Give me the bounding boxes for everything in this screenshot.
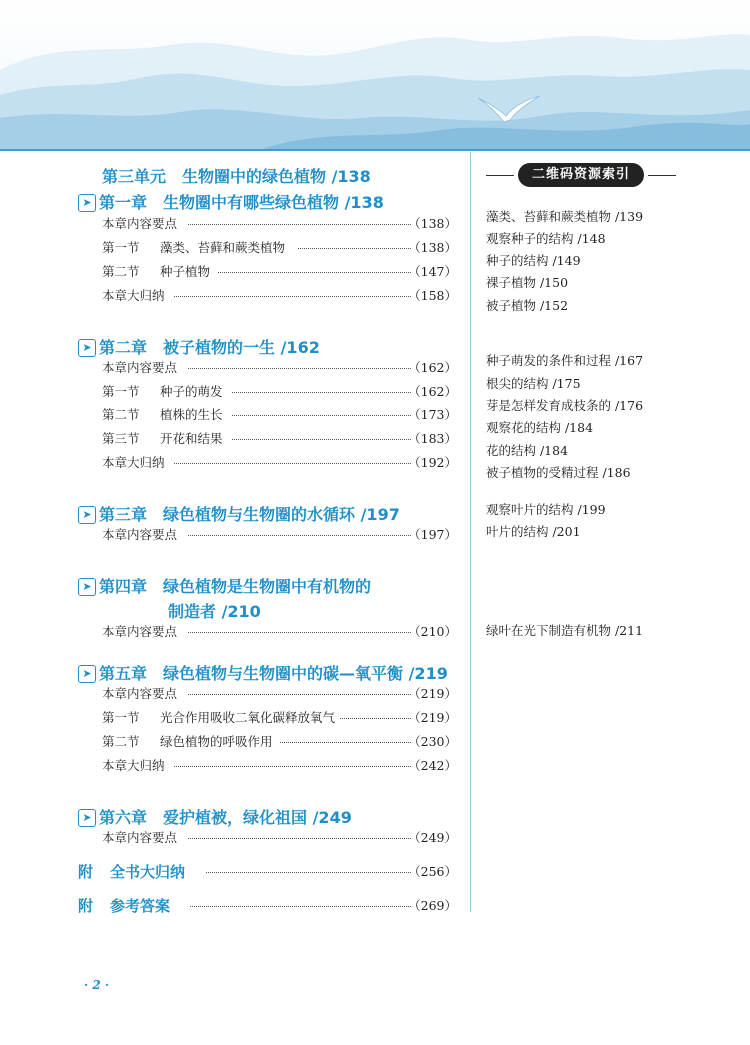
row-page: （183）	[408, 431, 457, 446]
row-page: （158）	[408, 288, 457, 303]
chapter-label: 第六章	[99, 808, 148, 827]
chapter-title: 绿色植物与生物圈中的碳—氧平衡 /219	[163, 664, 448, 683]
qr-resource-link[interactable]: 种子的结构 /149	[486, 253, 581, 268]
leader-dots	[174, 296, 411, 297]
qr-resource-link[interactable]: 被子植物 /152	[486, 298, 569, 313]
row-label: 本章内容要点	[102, 830, 178, 845]
row-page: （230）	[408, 734, 457, 749]
chapter-heading[interactable]	[78, 661, 448, 684]
row-page: （162）	[408, 384, 457, 399]
arrow-icon: ➤	[78, 339, 96, 357]
leader-dots	[232, 392, 411, 393]
qr-resource-link[interactable]: 绿叶在光下制造有机物 /211	[486, 623, 644, 638]
toc-row[interactable]	[102, 755, 457, 777]
qr-index-title: 二维码资源索引	[518, 163, 644, 187]
row-label: 本章内容要点	[102, 686, 178, 701]
appendix-page: （256）	[408, 864, 457, 879]
chapter-label: 第二章	[99, 338, 148, 357]
toc-row[interactable]	[102, 237, 457, 259]
row-subtitle: 绿色植物的呼吸作用	[160, 734, 273, 749]
leader-dots	[188, 535, 411, 536]
toc-row[interactable]	[102, 285, 457, 307]
row-page: （219）	[408, 686, 457, 701]
appendix-name: 全书大归纳	[110, 863, 186, 881]
chapter-heading[interactable]	[78, 190, 384, 213]
qr-resource-link[interactable]: 观察种子的结构 /148	[486, 231, 606, 246]
row-subtitle: 种子植物	[160, 264, 211, 279]
toc-row[interactable]	[102, 381, 457, 403]
chapter-title: 爱护植被，绿化祖国 /249	[163, 808, 352, 827]
chapter-heading[interactable]	[78, 805, 352, 828]
chapter-title-continued[interactable]: 制造者 /210	[168, 602, 261, 621]
chapter-title: 绿色植物与生物圈的水循环 /197	[163, 505, 400, 524]
row-page: （138）	[408, 216, 457, 231]
leader-dots	[232, 439, 411, 440]
qr-resource-link[interactable]: 裸子植物 /150	[486, 275, 569, 290]
appendix-name: 参考答案	[110, 897, 171, 915]
toc-row[interactable]	[102, 524, 457, 546]
qr-resource-link[interactable]: 观察花的结构 /184	[486, 420, 594, 435]
leader-dots	[190, 906, 411, 907]
chapter-label: 第五章	[99, 664, 148, 683]
appendix-row[interactable]	[78, 860, 457, 884]
qr-resource-link[interactable]: 种子萌发的条件和过程 /167	[486, 353, 644, 368]
leader-dots	[206, 872, 411, 873]
appendix-row[interactable]	[78, 894, 457, 918]
chapter-title: 绿色植物是生物圈中有机物的	[163, 577, 372, 596]
chapter-label: 第四章	[99, 577, 148, 596]
chapter-label: 第三章	[99, 505, 148, 524]
row-page: （242）	[408, 758, 457, 773]
row-page: （249）	[408, 830, 457, 845]
qr-resource-link[interactable]: 根尖的结构 /175	[486, 376, 581, 391]
row-page: （192）	[408, 455, 457, 470]
row-page: （210）	[408, 624, 457, 639]
leader-dots	[280, 742, 411, 743]
row-subtitle: 植株的生长	[160, 407, 223, 422]
qr-resource-link[interactable]: 花的结构 /184	[486, 443, 569, 458]
toc-row[interactable]	[102, 683, 457, 705]
chapter-heading[interactable]	[78, 574, 371, 597]
qr-resource-link[interactable]: 观察叶片的结构 /199	[486, 502, 606, 517]
row-label: 本章大归纳	[102, 288, 165, 303]
toc-row[interactable]	[102, 731, 457, 753]
row-label: 本章内容要点	[102, 360, 178, 375]
leader-dots	[188, 632, 411, 633]
row-page: （162）	[408, 360, 457, 375]
toc-row[interactable]	[102, 357, 457, 379]
header-banner	[0, 0, 750, 150]
row-label: 第一节	[102, 384, 140, 399]
arrow-icon: ➤	[78, 506, 96, 524]
chapter-heading[interactable]	[78, 502, 400, 525]
row-label: 本章大归纳	[102, 455, 165, 470]
toc-row[interactable]	[102, 827, 457, 849]
row-subtitle: 种子的萌发	[160, 384, 223, 399]
leader-dots	[340, 718, 411, 719]
toc-row[interactable]	[102, 261, 457, 283]
toc-row[interactable]	[102, 404, 457, 426]
row-label: 第三节	[102, 431, 140, 446]
heading-rule-right	[648, 175, 676, 176]
leader-dots	[174, 766, 411, 767]
toc-row[interactable]	[102, 621, 457, 643]
unit-title[interactable]: 第三单元 生物圈中的绿色植物 /138	[102, 167, 371, 186]
leader-dots	[188, 694, 411, 695]
toc-row[interactable]	[102, 428, 457, 450]
leader-dots	[188, 368, 411, 369]
row-label: 本章大归纳	[102, 758, 165, 773]
row-page: （147）	[408, 264, 457, 279]
row-subtitle: 藻类、苔藓和蕨类植物	[160, 240, 286, 255]
heading-rule-left	[486, 175, 514, 176]
arrow-icon: ➤	[78, 809, 96, 827]
toc-row[interactable]	[102, 707, 457, 729]
chapter-title: 被子植物的一生 /162	[163, 338, 320, 357]
chapter-heading[interactable]	[78, 335, 320, 358]
leader-dots	[188, 838, 411, 839]
row-label: 本章内容要点	[102, 527, 178, 542]
appendix-mark: 附	[78, 863, 94, 881]
arrow-icon: ➤	[78, 665, 96, 683]
row-label: 本章内容要点	[102, 216, 178, 231]
row-page: （219）	[408, 710, 457, 725]
column-divider	[470, 152, 471, 912]
appendix-page: （269）	[408, 898, 457, 913]
qr-resource-link[interactable]: 叶片的结构 /201	[486, 524, 581, 539]
toc-row[interactable]	[102, 213, 457, 235]
arrow-icon: ➤	[78, 194, 96, 212]
page-number: · 2 ·	[84, 978, 110, 992]
toc-row[interactable]	[102, 452, 457, 474]
row-label: 第一节	[102, 240, 140, 255]
leader-dots	[218, 272, 411, 273]
leader-dots	[174, 463, 411, 464]
leader-dots	[232, 415, 411, 416]
chapter-title: 生物圈中有哪些绿色植物 /138	[163, 193, 384, 212]
leader-dots	[298, 248, 411, 249]
leader-dots	[188, 224, 411, 225]
qr-resource-link[interactable]: 藻类、苔藓和蕨类植物 /139	[486, 209, 644, 224]
qr-resource-link[interactable]: 芽是怎样发育成枝条的 /176	[486, 398, 644, 413]
header-rule	[0, 149, 750, 151]
row-label: 本章内容要点	[102, 624, 178, 639]
row-label: 第二节	[102, 734, 140, 749]
qr-resource-link[interactable]: 被子植物的受精过程 /186	[486, 465, 631, 480]
row-page: （138）	[408, 240, 457, 255]
row-page: （197）	[408, 527, 457, 542]
qr-index-heading	[486, 163, 676, 187]
row-label: 第一节	[102, 710, 140, 725]
appendix-mark: 附	[78, 897, 94, 915]
row-subtitle: 开花和结果	[160, 431, 223, 446]
row-page: （173）	[408, 407, 457, 422]
chapter-label: 第一章	[99, 193, 148, 212]
row-label: 第二节	[102, 264, 140, 279]
row-label: 第二节	[102, 407, 140, 422]
arrow-icon: ➤	[78, 578, 96, 596]
row-subtitle: 光合作用吸收二氧化碳释放氧气	[160, 710, 336, 725]
